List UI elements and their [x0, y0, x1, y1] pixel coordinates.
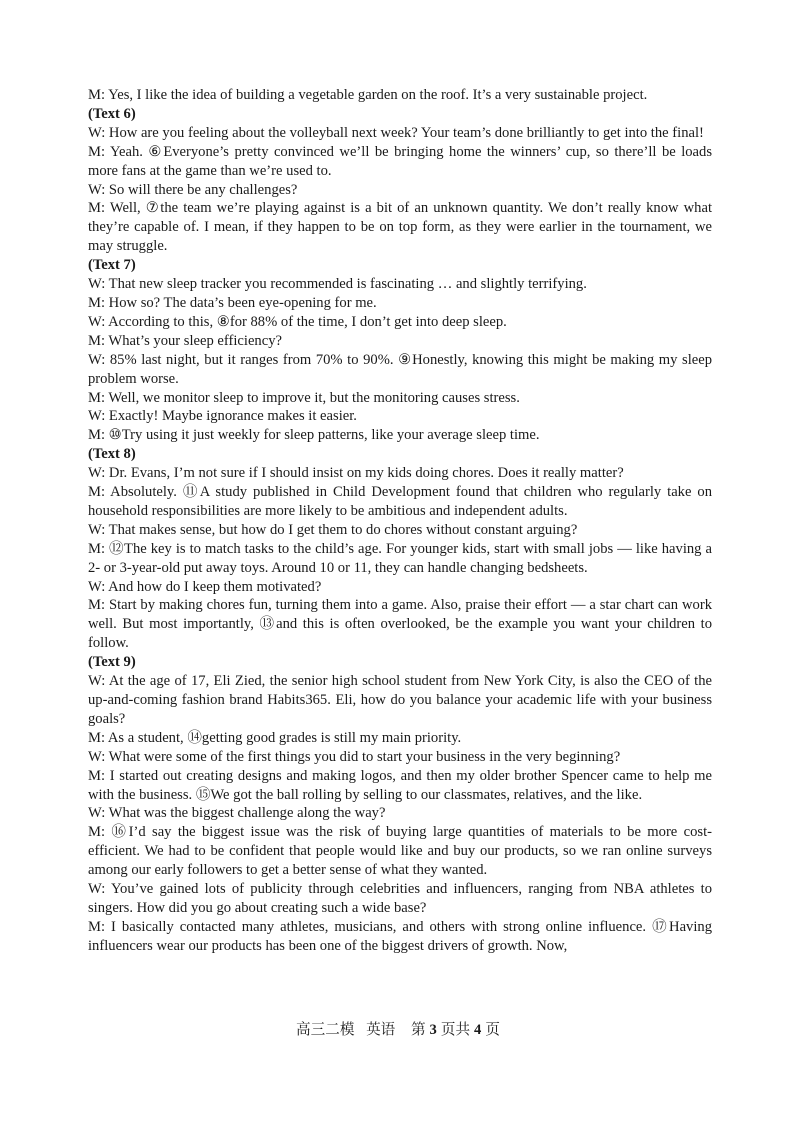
- section-heading: (Text 8): [88, 446, 136, 463]
- page-suffix: 页: [485, 1022, 500, 1038]
- dialogue-line: M: Well, ⑦the team we’re playing against is a bit of an unknown quantity. We don’t really know what they’re capable of. I mean, if they happen to be on top form, as they were earlier in the tournament, we may struggle.: [88, 200, 712, 255]
- subject-name: 英语: [366, 1022, 396, 1038]
- dialogue-line: M: ⑯I’d say the biggest issue was the risk of buying large quantities of materials to be more cost-efficient. We had to be confident that people would like and buy our products, so we ran online surveys among our early followers to get a better sense of what they wanted.: [88, 824, 712, 879]
- dialogue-line: W: That new sleep tracker you recommended is fascinating … and slightly terrifying.: [88, 276, 587, 293]
- dialogue-line: M: As a student, ⑭getting good grades is still my main priority.: [88, 729, 462, 746]
- dialogue-line: W: And how do I keep them motivated?: [88, 578, 322, 595]
- section-heading: (Text 7): [88, 257, 136, 274]
- dialogue-line: M: ⑩Try using it just weekly for sleep patterns, like your average sleep time.: [88, 427, 540, 444]
- dialogue-line: W: So will there be any challenges?: [88, 181, 298, 198]
- dialogue-line: M: Yes, I like the idea of building a vegetable garden on the roof. It’s a very sustainable project.: [88, 87, 648, 103]
- dialogue-line: W: That makes sense, but how do I get them to do chores without constant arguing?: [88, 521, 578, 538]
- dialogue-line: W: You’ve gained lots of publicity through celebrities and influencers, ranging from NBA athletes to singers. How did you go about creating such a wide base?: [88, 881, 712, 916]
- dialogue-line: M: What’s your sleep efficiency?: [88, 332, 282, 349]
- dialogue-line: W: What was the biggest challenge along the way?: [88, 805, 386, 822]
- page-footer: [0, 1018, 800, 1039]
- page-mid: 页共: [440, 1022, 471, 1038]
- dialogue-line: M: ⑫The key is to match tasks to the child’s age. For younger kids, start with small jobs — like having a 2- or 3-year-old put away toys. Around 10 or 11, they can handle changing bedsheets.: [88, 540, 712, 576]
- dialogue-line: W: Dr. Evans, I’m not sure if I should insist on my kids doing chores. Does it really matter?: [88, 465, 624, 482]
- dialogue-line: W: What were some of the first things you did to start your business in the very beginning?: [88, 748, 621, 765]
- dialogue-line: W: 85% last night, but it ranges from 70% to 90%. ⑨Honestly, knowing this might be making my sleep problem worse.: [88, 351, 712, 387]
- dialogue-line: W: How are you feeling about the volleyball next week? Your team’s done brilliantly to get into the final!: [88, 124, 704, 141]
- exam-name: 高三二模: [296, 1022, 355, 1038]
- section-heading: (Text 6): [88, 105, 136, 122]
- current-page: 3: [429, 1022, 437, 1038]
- dialogue-line: W: According to this, ⑧for 88% of the time, I don’t get into deep sleep.: [88, 313, 507, 330]
- dialogue-line: W: At the age of 17, Eli Zied, the senior high school student from New York City, is also the CEO of the up-and-coming fashion brand Habits365. Eli, how do you balance your academic life with your business goals?: [88, 673, 712, 727]
- dialogue-line: M: How so? The data’s been eye-opening for me.: [88, 294, 377, 311]
- section-heading: (Text 9): [88, 654, 136, 671]
- dialogue-line: M: I started out creating designs and making logos, and then my older brother Spencer came to help me with the business. ⑮We got the ball rolling by selling to our classmates, relatives, and the like.: [88, 767, 712, 803]
- dialogue-line: W: Exactly! Maybe ignorance makes it easier.: [88, 408, 357, 425]
- total-pages: 4: [474, 1022, 482, 1038]
- dialogue-line: M: Start by making chores fun, turning them into a game. Also, praise their effort — a star chart can work well. But most importantly, ⑬and this is often overlooked, be the example you want your children to follow.: [88, 597, 712, 652]
- dialogue-line: M: I basically contacted many athletes, musicians, and others with strong online influence. ⑰Having influencers wear our products has been one of the biggest drivers of growth. Now,: [88, 918, 712, 954]
- page-prefix: 第: [410, 1022, 426, 1038]
- document-body: [88, 86, 712, 956]
- page-number: [407, 1022, 504, 1038]
- dialogue-line: M: Yeah. ⑥Everyone’s pretty convinced we’ll be bringing home the winners’ cup, so there’ll be loads more fans at the game than we’re used to.: [88, 143, 712, 179]
- dialogue-line: M: Absolutely. ⑪A study published in Child Development found that children who regularly take on household responsibilities are more likely to be ambitious and independent adults.: [88, 484, 712, 519]
- dialogue-line: M: Well, we monitor sleep to improve it, but the monitoring causes stress.: [88, 389, 520, 406]
